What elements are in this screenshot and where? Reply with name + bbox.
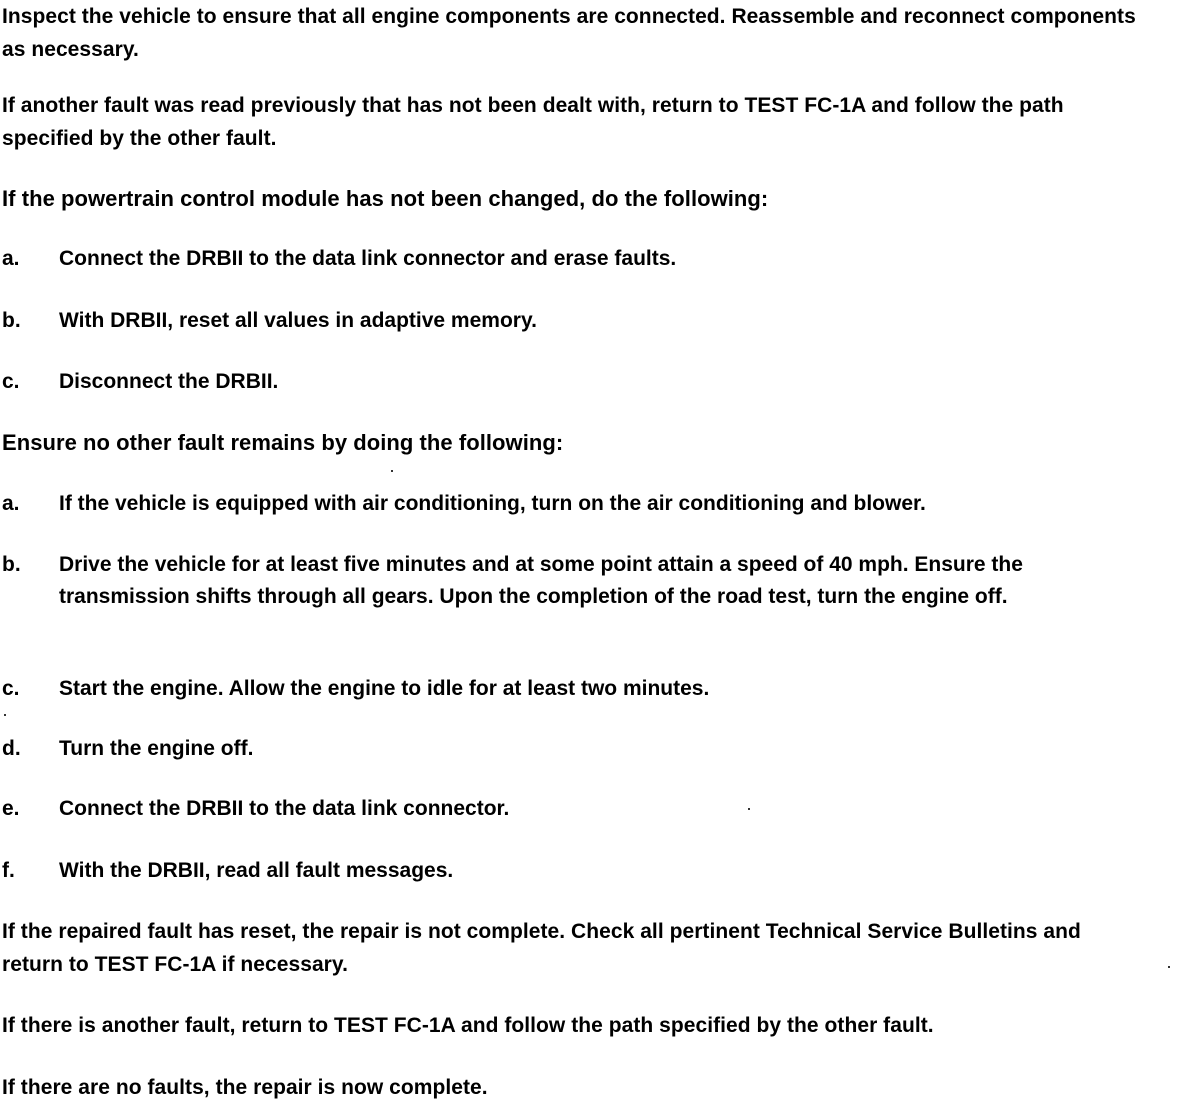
list-marker: a.	[2, 492, 20, 515]
paragraph-another-fault	[2, 89, 1142, 155]
list-marker: a.	[2, 247, 20, 270]
heading-ensure-no-fault: Ensure no other fault remains by doing the following:	[2, 430, 564, 455]
paragraph-inspect-vehicle: Inspect the vehicle to ensure that all engine components are connected. Reassemble and reconnect components as necessary.	[2, 5, 1136, 61]
list-marker: c.	[2, 370, 20, 393]
list-item-text: Turn the engine off.	[59, 737, 254, 760]
list-marker: b.	[2, 553, 21, 576]
paragraph-another-fault-text-end: and follow the path specified by the other fault.	[2, 94, 1064, 150]
paragraph-repaired-fault	[2, 915, 1142, 981]
list2-item-a	[2, 488, 1142, 520]
list1-item-b	[2, 305, 1142, 337]
list-item-text: Disconnect the DRBII.	[59, 370, 279, 393]
list-item-text: Drive the vehicle for at least five minutes and at some point attain a speed of 40 mph. Ensure the transmission shifts through all gears. Upon the completion of the road test, turn the engine off.	[59, 553, 1023, 608]
list2-item-f	[2, 855, 1142, 887]
paragraph-another-fault-return-text-end: and follow the path specified by the other fault.	[455, 1014, 934, 1037]
list-marker: e.	[2, 797, 20, 820]
test-reference: TEST FC-1A	[744, 94, 866, 117]
list2-item-d	[2, 733, 1142, 765]
paragraph-another-fault-return-text: If there is another fault, return to	[2, 1014, 335, 1037]
paragraph-no-faults: If there are no faults, the repair is now complete.	[2, 1076, 488, 1099]
list-item-text: With DRBII, reset all values in adaptive memory.	[59, 309, 537, 332]
paragraph-repaired-fault-text: If the repaired fault has reset, the repair is not complete. Check all pertinent Technical Service Bulletins and return to	[2, 920, 1081, 976]
paragraph-repaired-fault-text-end: if necessary.	[215, 953, 348, 976]
list-item-text: Start the engine. Allow the engine to idle for at least two minutes.	[59, 677, 710, 700]
list-marker: d.	[2, 737, 21, 760]
scan-speck	[748, 808, 750, 810]
list-marker: f.	[2, 859, 15, 882]
test-reference: TEST FC-1A	[94, 953, 216, 976]
scan-speck	[391, 470, 393, 472]
paragraph-another-fault-return	[2, 1009, 1142, 1042]
list2-item-c	[2, 673, 1142, 705]
list-marker: c.	[2, 677, 20, 700]
list1-item-c	[2, 366, 1142, 398]
list2-item-b	[2, 549, 1142, 613]
list-item-text: Connect the DRBII to the data link connector.	[59, 797, 510, 820]
test-reference: TEST FC-1A	[334, 1014, 456, 1037]
list1-item-a	[2, 243, 1142, 275]
list2-item-e	[2, 793, 1142, 825]
list-item-text: Connect the DRBII to the data link connector and erase faults.	[59, 247, 677, 270]
heading-pcm-not-changed: If the powertrain control module has not been changed, do the following:	[2, 186, 769, 211]
paragraph-another-fault-text: If another fault was read previously that has not been dealt with, return to	[2, 94, 745, 117]
list-item-text: With the DRBII, read all fault messages.	[59, 859, 454, 882]
scan-speck	[4, 714, 6, 716]
scan-speck	[1168, 966, 1170, 968]
list-marker: b.	[2, 309, 21, 332]
list-item-text: If the vehicle is equipped with air conditioning, turn on the air conditioning and blower.	[59, 492, 926, 515]
